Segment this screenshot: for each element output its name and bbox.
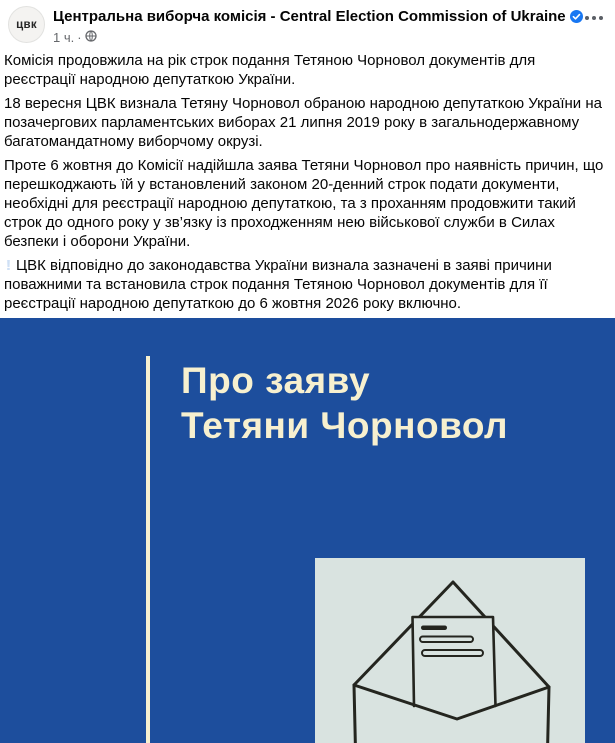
open-envelope-icon xyxy=(315,558,585,743)
paragraph-4-text: ЦВК відповідно до законодавства України визнала зазначені в заяві причини поважними та встановила строк подання Тетяною Чорновол документів для її реєстрації народною депутаткою до 6 жовтня 2026 року включно. xyxy=(4,257,552,312)
image-title-line2: Тетяни Чорновол xyxy=(181,405,509,446)
page-avatar[interactable] xyxy=(8,6,45,43)
page-name-link[interactable]: Центральна виборча комісія - Central Election Commission of Ukraine xyxy=(53,8,566,25)
post-image[interactable] xyxy=(0,318,615,743)
post-menu-button[interactable] xyxy=(579,6,605,26)
dot-icon xyxy=(585,16,589,20)
illustration-panel xyxy=(315,558,585,743)
header-meta xyxy=(53,6,579,46)
meta-separator: · xyxy=(77,30,82,45)
paragraph-2: 18 вересня ЦВК визнала Тетяну Чорновол обраною народною депутаткою України на позачергових парламентських виборах 21 липня 2019 року в загальнодержавному багатомандатному виборчому окрузі. xyxy=(4,95,602,150)
avatar-logo-text: цвк xyxy=(16,18,37,31)
pale-exclamation-icon: ! xyxy=(5,257,12,274)
paragraph-1: Комісія продовжила на рік строк подання Тетяною Чорновол документів для реєстрації народною депутаткою України. xyxy=(4,52,536,88)
post-meta-row xyxy=(53,29,579,46)
timestamp[interactable]: 1 ч. xyxy=(53,30,75,45)
page-name-row xyxy=(53,7,579,28)
post-text xyxy=(0,46,615,318)
image-title xyxy=(181,358,508,448)
dot-icon xyxy=(592,16,596,20)
decorative-vertical-line xyxy=(146,356,150,743)
image-title-line1: Про заяву xyxy=(181,360,371,401)
dot-icon xyxy=(599,16,603,20)
post-header xyxy=(0,0,615,46)
paragraph-3: Проте 6 жовтня до Комісії надійшла заява Тетяни Чорновол про наявність причин, що перешкоджають їй у встановлений законом 20-денний строк подати документи, необхідні для реєстрації народною депутаткою, та з проханням продовжити такий строк до одного року у зв’язку із проходженням нею військової служби в Силах безпеки і оборони України. xyxy=(4,157,604,250)
paragraph-4 xyxy=(4,256,609,313)
globe-public-icon xyxy=(85,29,97,46)
